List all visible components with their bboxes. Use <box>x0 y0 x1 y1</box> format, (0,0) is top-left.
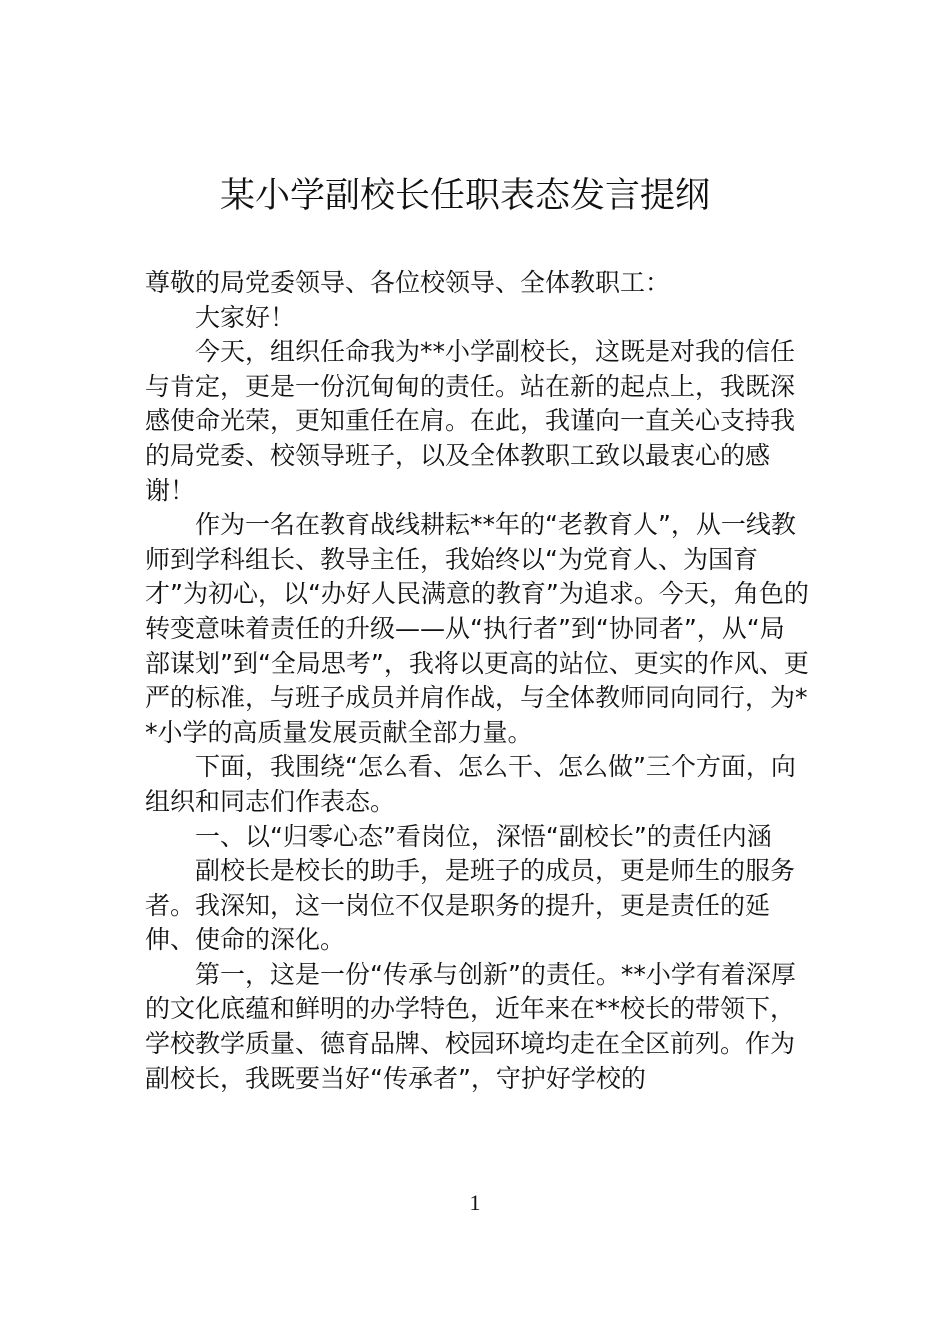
salutation: 尊敬的局党委领导、各位校领导、全体教职工： <box>145 268 671 297</box>
document-body <box>145 266 809 1096</box>
page-number: 1 <box>469 1190 481 1215</box>
paragraph: 作为一名在教育战线耕耘**年的“老教育人”，从一线教师到学科组长、教导主任，我始终以“为党育人、为国育才”为初心，以“办好人民满意的教育”为追求。今天，角色的转变意味着责任的升级——从“执行者”到“协同者”，从“局部谋划”到“全局思考”，我将以更高的站位、更实的作风、更严的标准，与班子成员并肩作战，与全体教师同向同行，为**小学的高质量发展贡献全部力量。 <box>145 510 809 747</box>
document-title: 某小学副校长任职表态发言提纲 <box>219 176 710 216</box>
paragraph: 下面，我围绕“怎么看、怎么干、怎么做”三个方面，向组织和同志们作表态。 <box>145 752 796 816</box>
paragraph: 第一，这是一份“传承与创新”的责任。**小学有着深厚的文化底蕴和鲜明的办学特色，近年来在**校长的带领下，学校教学质量、德育品牌、校园环境均走在全区前列。作为副校长，我既要当好“传承者”，守护好学校的 <box>145 959 796 1093</box>
section-heading: 一、以“归零心态”看岗位，深悟“副校长”的责任内涵 <box>195 821 772 851</box>
paragraph: 副校长是校长的助手，是班子的成员，更是师生的服务者。我深知，这一岗位不仅是职务的提升，更是责任的延伸、使命的深化。 <box>145 856 796 955</box>
paragraph: 大家好！ <box>195 302 296 332</box>
paragraph: 今天，组织任命我为**小学副校长，这既是对我的信任与肯定，更是一份沉甸甸的责任。站在新的起点上，我既深感使命光荣，更知重任在肩。在此，我谨向一直关心支持我的局党委、校领导班子，以及全体教职工致以最衷心的感谢！ <box>145 337 796 505</box>
